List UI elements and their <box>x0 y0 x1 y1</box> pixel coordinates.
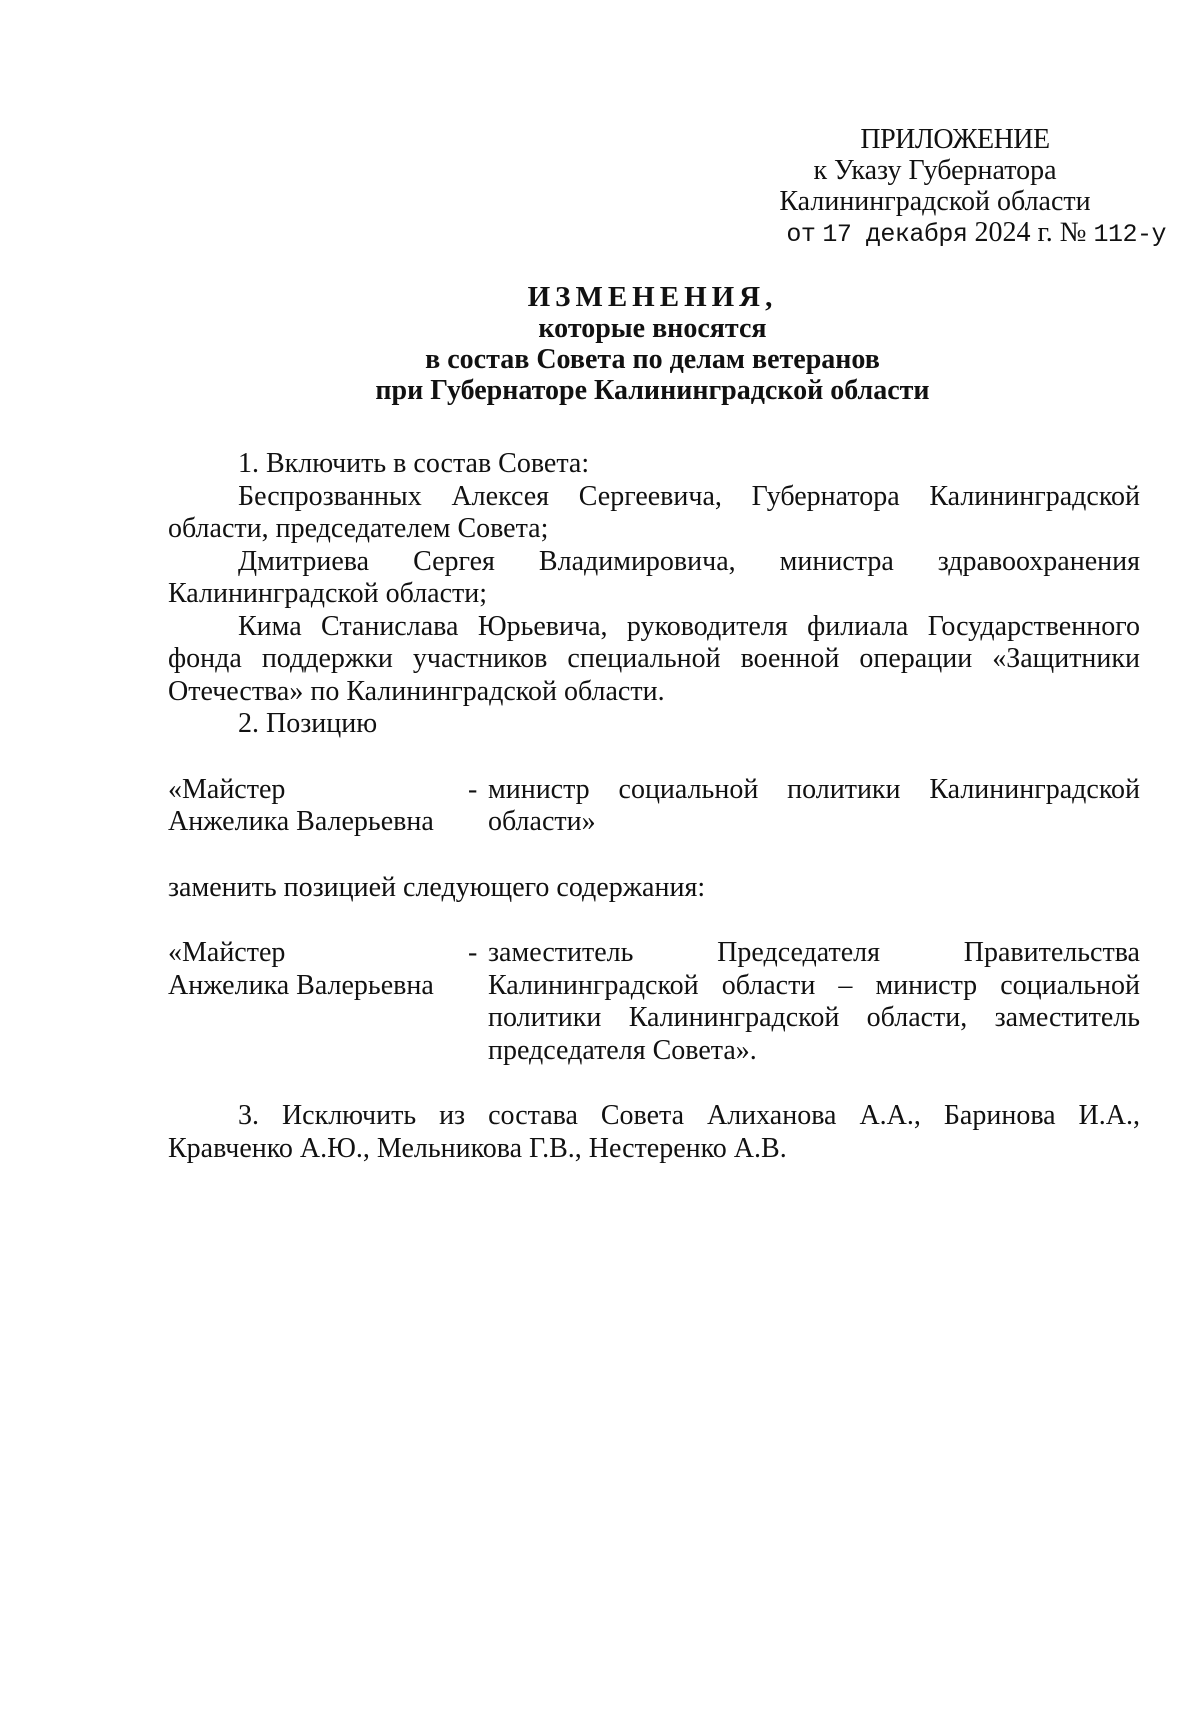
old-position-row <box>168 774 1140 839</box>
number-label: г. № <box>1037 217 1087 248</box>
heading-line-1: которые вносятся <box>538 313 767 344</box>
section-1-item: Кима Станислава Юрьевича, руководителя филиала Государственного фонда поддержки участников специальной военной операции «Защитники Отечества» по Калининградской области. <box>168 610 1140 707</box>
section-1-item: Дмитриева Сергея Владимировича, министра здравоохранения Калининградской области; <box>168 545 1140 609</box>
section-1-intro: 1. Включить в состав Совета: <box>238 448 590 479</box>
section-1-item: Беспрозванных Алексея Сергеевича, Губернатора Калининградской области, председателем Совета; <box>168 480 1140 544</box>
document-heading <box>165 282 1140 406</box>
decree-number: 112-у <box>1093 220 1166 249</box>
old-position-name: «Майстер Анжелика Валерьевна <box>168 773 434 837</box>
appendix-region: Калининградской области <box>779 186 1091 217</box>
date-year: 2024 <box>974 217 1031 248</box>
date-value: 17 декабря <box>822 220 968 249</box>
date-prefix: от <box>786 220 816 249</box>
appendix-date-line <box>700 217 1166 250</box>
old-position-dash: - <box>468 773 478 805</box>
new-position-dash: - <box>468 937 478 968</box>
old-position-description: министр социальной политики Калининградской области» <box>488 773 1140 837</box>
new-position-description: заместитель Председателя Правительства Калининградской области – министр социальной политики Калининградской области, заместитель председателя Совета». <box>488 937 1140 1066</box>
appendix-header <box>700 124 1170 250</box>
heading-line-3: при Губернаторе Калининградской области <box>375 375 930 406</box>
section-2-intro: 2. Позицию <box>238 708 378 739</box>
new-position-row <box>168 937 1140 1067</box>
replace-instruction: заменить позицией следующего содержания: <box>168 871 706 903</box>
appendix-title: ПРИЛОЖЕНИЕ <box>860 124 1050 155</box>
document-body <box>168 448 1140 1165</box>
section-3-text: 3. Исключить из состава Совета Алиханова А.А., Баринова И.А., Кравченко А.Ю., Мельникова Г.В., Нестеренко А.В. <box>168 1100 1140 1164</box>
heading-main: ИЗМЕНЕНИЯ, <box>527 281 778 313</box>
heading-line-2: в состав Совета по делам ветеранов <box>425 344 880 375</box>
new-position-name: «Майстер Анжелика Валерьевна <box>168 937 434 1001</box>
appendix-decree-reference: к Указу Губернатора <box>813 155 1057 186</box>
